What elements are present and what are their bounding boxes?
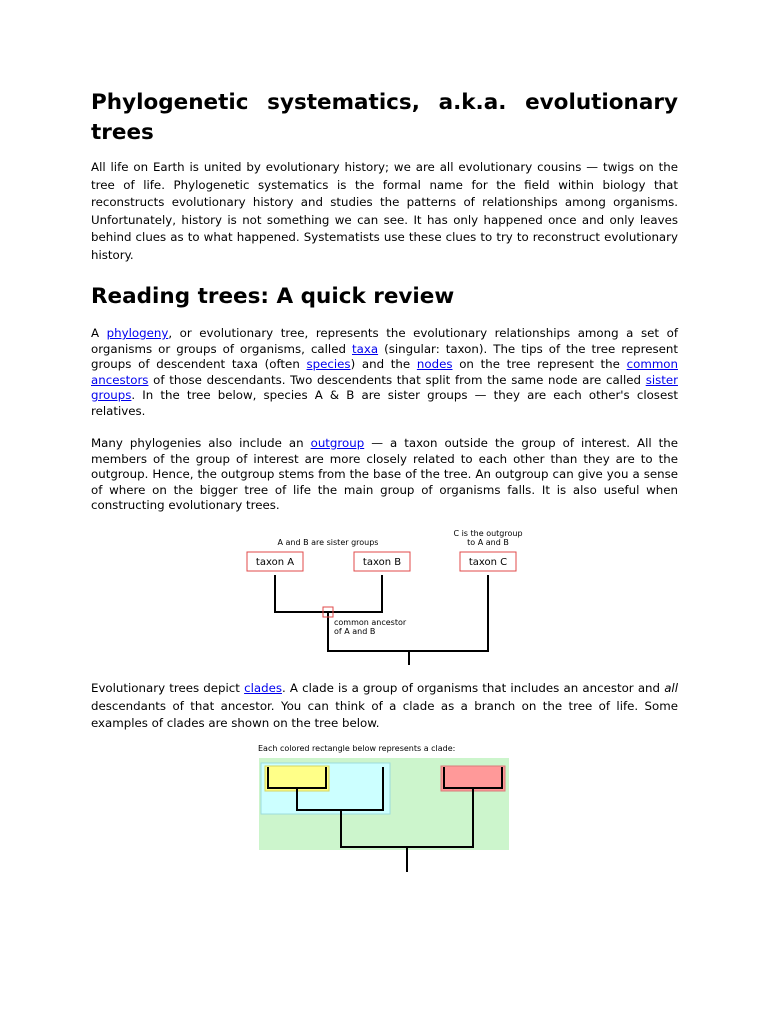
text-run: of those descendants. Two descendents that split from the same node are called xyxy=(148,372,646,387)
link-nodes[interactable]: nodes xyxy=(416,357,453,371)
link-common-ancestors[interactable]: common ancestors xyxy=(91,357,679,387)
text-run: . In the tree below, species A & B are sister groups — they are each other's closest relatives. xyxy=(91,388,678,418)
text-run: ) and the xyxy=(350,357,417,371)
taxon-b-label: taxon B xyxy=(362,557,402,568)
text-run: (singular: taxon). The tips of the tree represent groups of descendent taxa (often xyxy=(91,341,678,371)
phylogeny-paragraph xyxy=(91,326,678,419)
text-run: on the tree represent the xyxy=(452,357,627,371)
ancestor-label-line-2: of A and B xyxy=(334,627,376,636)
link-clades[interactable]: clades xyxy=(244,681,282,695)
text-run: Many phylogenies also include an xyxy=(91,436,311,450)
text-run: descendants of that ancestor. You can think of a clade as a branch on the tree of life. Some examples of clades are shown on the tree below. xyxy=(91,698,678,730)
text-run: Evolutionary trees depict xyxy=(91,681,245,695)
link-taxa[interactable]: taxa xyxy=(351,341,379,356)
text-run: — a taxon outside the group of interest. All the members of the group of interest are more closely related to each other than they are to the outgroup. Hence, the outgroup stems from the base of the tree. An outgroup can give you a sense of where on the bigger tree of life the main group of organisms falls. It is also useful when constructing evolutionary trees. xyxy=(91,436,679,512)
page-title xyxy=(91,88,678,148)
title-word: evolutionary xyxy=(525,90,678,115)
title-word: Phylogenetic xyxy=(91,90,249,115)
taxon-a-label: taxon A xyxy=(255,557,295,568)
link-phylogeny[interactable]: phylogeny xyxy=(106,326,169,340)
text-run: , or evolutionary tree, represents the evolutionary relationships among a set of organisms or groups of organisms, called xyxy=(91,326,678,356)
link-species[interactable]: species xyxy=(306,357,351,371)
link-outgroup[interactable]: outgroup xyxy=(310,436,365,450)
text-run: . A clade is a group of organisms that includes an ancestor and xyxy=(281,681,665,695)
branch-a-b xyxy=(275,575,382,612)
page-title-line-1 xyxy=(91,88,678,118)
outgroup-caption-line-1: C is the outgroup xyxy=(453,529,523,538)
outgroup-caption-line-2: to A and B xyxy=(467,538,509,547)
intro-paragraph: All life on Earth is united by evolutionary history; we are all evolutionary cousins — twigs on the tree of life. Phylogenetic systematics is the formal name for the field within biology that reconstructs evolutionary history and studies the patterns of relationships among organisms. Unfortunately, history is not something we can see. It has only happened once and only leaves behind clues as to what happened. Systematists use these clues to try to reconstruct evolutionary history. xyxy=(91,160,678,262)
ancestor-label-line-1: common ancestor xyxy=(334,618,407,627)
clades-paragraph xyxy=(91,680,678,733)
link-sister-groups[interactable]: sister groups xyxy=(91,372,678,402)
outgroup-paragraph xyxy=(91,436,678,514)
section-heading: Reading trees: A quick review xyxy=(91,284,455,309)
title-word: a.k.a. xyxy=(438,90,507,115)
clades-caption: Each colored rectangle below represents a clade: xyxy=(258,744,456,753)
sister-groups-caption: A and B are sister groups xyxy=(277,538,379,547)
taxon-c-label: taxon C xyxy=(468,557,508,568)
text-run: A xyxy=(91,326,107,340)
page-title-line-2: trees xyxy=(91,120,154,145)
clades-tree-figure xyxy=(255,741,517,876)
emphasis-all: all xyxy=(664,681,678,695)
sister-groups-tree-figure xyxy=(240,526,530,670)
title-word: systematics, xyxy=(267,90,420,115)
